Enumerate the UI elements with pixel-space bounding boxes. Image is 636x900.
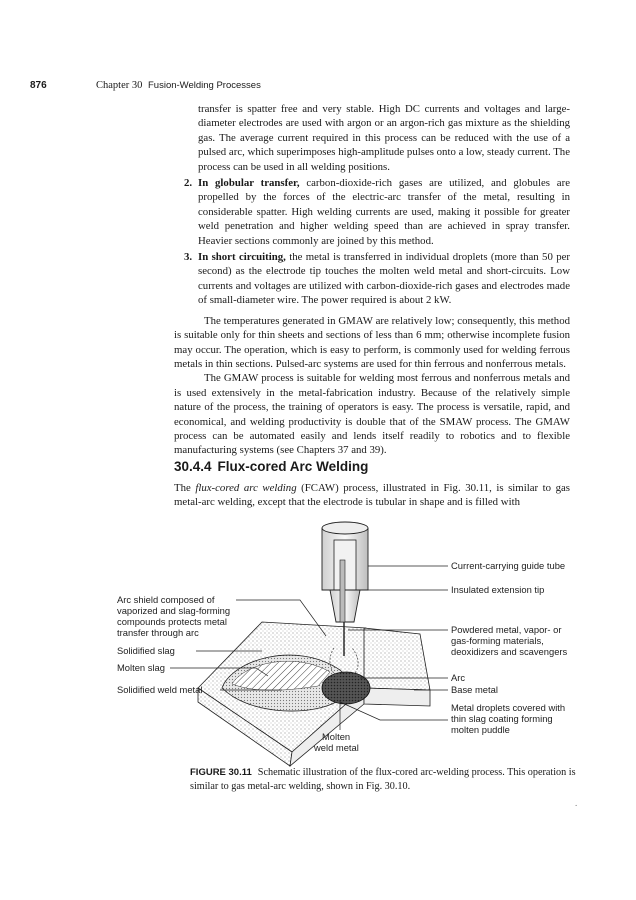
caption-text: Schematic illustration of the flux-cored arc-welding process. This operation is similar to gas metal-arc welding, shown in Fig. 30.10. [190, 767, 576, 792]
footer-mark: . [575, 798, 578, 808]
paragraph: transfer is spatter free and very stable. High DC currents and voltages and large-diameter electrodes are used with argon or an argon-rich gas mixture as the shielding gas. The average current required in this process can be reduced with the use of a pulsed arc, which superimposes high-amplitude pulses onto a low, steady current. The process can be used in all welding positions. [198, 103, 570, 173]
label-powder-3: deoxidizers and scavengers [451, 646, 568, 657]
label-droplets-1: Metal droplets covered with [451, 702, 566, 713]
label-base-metal: Base metal [451, 684, 498, 695]
paragraph: The temperatures generated in GMAW are relatively low; consequently, this method is suitable only for thin sheets and sections of less than 6 mm; otherwise incomplete fusion may occur. The operation, which is easy to perform, is commonly used for welding ferrous metals in thin sections. Pulsed-arc systems are used for thin ferrous and nonferrous metals. [174, 314, 570, 370]
list-number: 2. [184, 177, 193, 190]
chapter-title: Fusion-Welding Processes [148, 80, 261, 91]
list-text: the metal is transferred in individual droplets (more than 50 per second) as the electrode tip touches the molten weld metal and short-circuits. Low currents and voltages are utilized with carbon-dioxide-rich gases and electrodes made of small-diameter wire. The power required is about 2 kW. [198, 251, 570, 307]
label-solidified-slag: Solidified slag [117, 645, 175, 656]
paragraph: The GMAW process is suitable for welding most ferrous and nonferrous metals and is used extensively in the metal-fabrication industry. Because of the relatively simple nature of the process, the training of operators is easy. The process is versatile, rapid, and economical, and welding productivity is double that of the SMAW process. The GMAW process can be automated easily and lends itself readily to robotics and to flexible manufacturing systems (see Chapters 37 and 39). [174, 372, 570, 457]
label-molten-slag: Molten slag [117, 662, 165, 673]
label-arc-shield-3: compounds protects metal [117, 616, 227, 627]
label-arc: Arc [451, 672, 466, 683]
label-powder-2: gas-forming materials, [451, 635, 544, 646]
chapter-label: Chapter 30 [96, 80, 143, 91]
label-arc-shield-2: vaporized and slag-forming [117, 605, 231, 616]
label-guide-tube: Current-carrying guide tube [451, 560, 566, 571]
list-number: 3. [184, 251, 193, 264]
list-text: carbon-dioxide-rich gases are utilized, and globules are propelled by the forces of the electric-arc transfer of the metal, resulting in considerable spatter. High welding currents are used, making it possible for greater weld penetration and higher welding speed than are achieved in spray transfer. Heavier sections commonly are joined by this method. [198, 177, 570, 247]
label-extension-tip: Insulated extension tip [451, 584, 545, 595]
caption-label: FIGURE 30.11 [190, 767, 252, 778]
label-arc-shield-1: Arc shield composed of [117, 594, 215, 605]
label-molten-2: weld metal [314, 742, 359, 753]
label-solidified-weld: Solidified weld metal [117, 684, 203, 695]
label-arc-shield-4: transfer through arc [117, 627, 199, 638]
list-term: In short circuiting, [198, 251, 286, 264]
label-droplets-3: molten puddle [451, 724, 510, 735]
section-number: 30.4.4 [174, 459, 212, 474]
intro-term: flux-cored arc welding [195, 482, 297, 494]
label-molten-1: Molten [322, 731, 351, 742]
label-powder-1: Powdered metal, vapor- or [451, 624, 562, 635]
section-title: Flux-cored Arc Welding [217, 459, 369, 474]
molten-puddle [322, 672, 370, 704]
paragraph: The flux-cored arc welding (FCAW) process, illustrated in Fig. 30.11, is similar to gas metal-arc welding, except that the electrode is tubular in shape and is filled with [174, 482, 570, 509]
label-droplets-2: thin slag coating forming [451, 713, 553, 724]
page-number: 876 [30, 80, 47, 91]
list-term: In globular transfer, [198, 177, 300, 190]
figure-caption [190, 766, 590, 793]
